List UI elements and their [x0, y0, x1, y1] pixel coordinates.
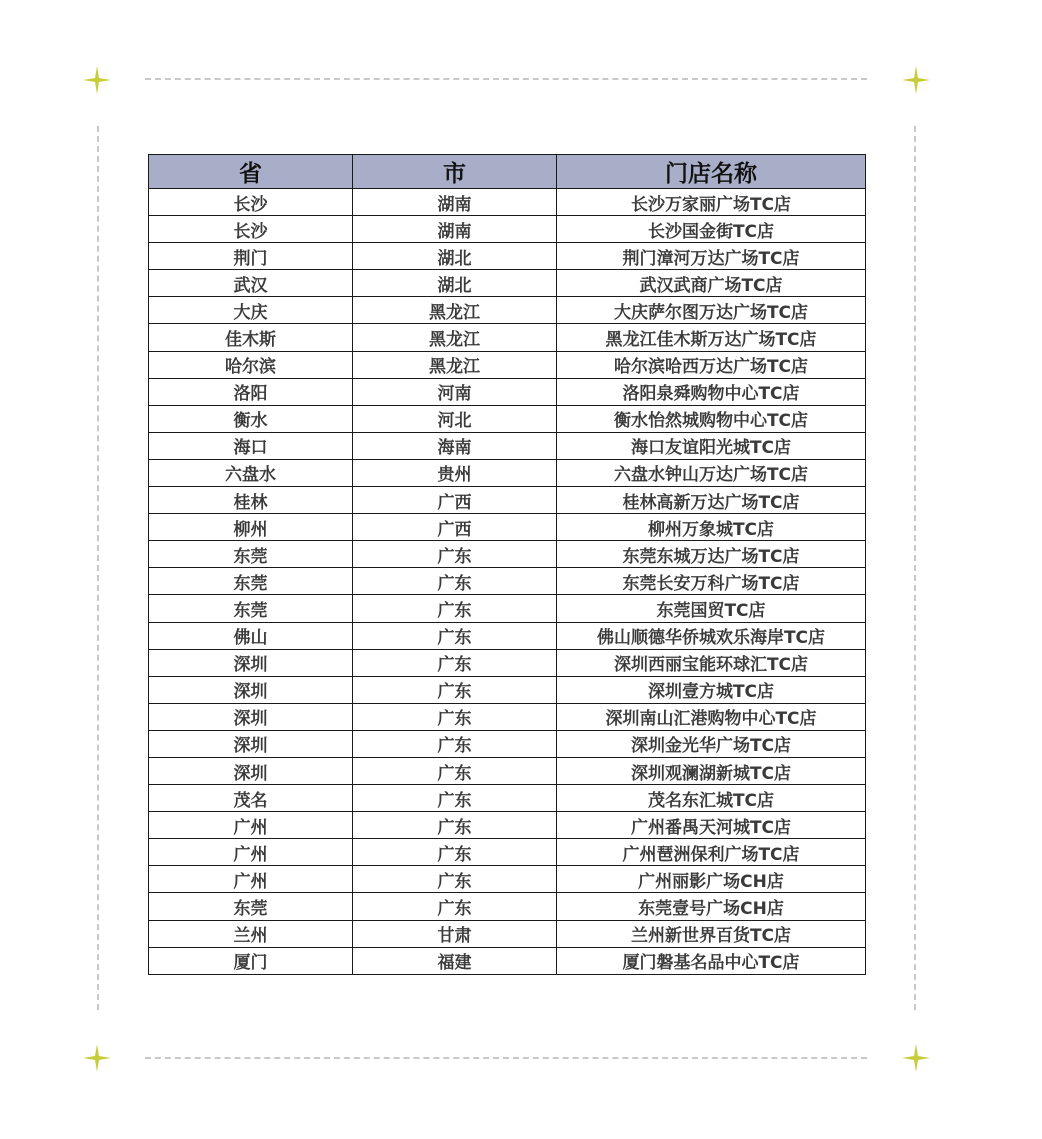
table-row — [149, 270, 866, 297]
table-row — [149, 866, 866, 893]
table-row — [149, 405, 866, 432]
cell-store-name: 深圳西丽宝能环球汇TC店 — [557, 649, 866, 676]
table-row — [149, 920, 866, 947]
store-table — [148, 154, 866, 975]
cell-province: 东莞 — [149, 541, 353, 568]
cell-store-name: 黑龙江佳木斯万达广场TC店 — [557, 324, 866, 351]
cell-province: 佛山 — [149, 622, 353, 649]
table-row — [149, 297, 866, 324]
corner-mark-bottom-right-icon — [901, 1043, 931, 1073]
cell-province: 东莞 — [149, 893, 353, 920]
table-row — [149, 243, 866, 270]
table-row — [149, 812, 866, 839]
cell-city: 湖北 — [353, 270, 557, 297]
table-row — [149, 351, 866, 378]
cell-city: 广西 — [353, 514, 557, 541]
cell-province: 长沙 — [149, 189, 353, 216]
table-row — [149, 568, 866, 595]
cell-city: 广东 — [353, 595, 557, 622]
cell-store-name: 茂名东汇城TC店 — [557, 785, 866, 812]
cell-province: 广州 — [149, 839, 353, 866]
column-header-store-name: 门店名称 — [557, 155, 866, 189]
table-row — [149, 432, 866, 459]
table-row — [149, 947, 866, 974]
cell-store-name: 深圳壹方城TC店 — [557, 676, 866, 703]
cell-province: 洛阳 — [149, 378, 353, 405]
table-row — [149, 730, 866, 757]
cell-city: 广东 — [353, 568, 557, 595]
cell-city: 广东 — [353, 893, 557, 920]
column-header-city: 市 — [353, 155, 557, 189]
cell-city: 黑龙江 — [353, 351, 557, 378]
cell-province: 东莞 — [149, 595, 353, 622]
cell-province: 武汉 — [149, 270, 353, 297]
cell-store-name: 海口友谊阳光城TC店 — [557, 432, 866, 459]
cell-store-name: 深圳南山汇港购物中心TC店 — [557, 703, 866, 730]
table-row — [149, 324, 866, 351]
column-header-province: 省 — [149, 155, 353, 189]
cell-city: 广东 — [353, 676, 557, 703]
table-row — [149, 189, 866, 216]
cell-province: 哈尔滨 — [149, 351, 353, 378]
cell-city: 甘肃 — [353, 920, 557, 947]
bottom-dashed-border — [145, 1057, 867, 1059]
cell-province: 长沙 — [149, 216, 353, 243]
cell-province: 深圳 — [149, 703, 353, 730]
table-row — [149, 757, 866, 784]
cell-province: 荆门 — [149, 243, 353, 270]
table-row — [149, 487, 866, 514]
cell-store-name: 广州番禺天河城TC店 — [557, 812, 866, 839]
cell-store-name: 衡水怡然城购物中心TC店 — [557, 405, 866, 432]
cell-city: 广东 — [353, 622, 557, 649]
cell-province: 深圳 — [149, 676, 353, 703]
cell-store-name: 大庆萨尔图万达广场TC店 — [557, 297, 866, 324]
cell-store-name: 东莞东城万达广场TC店 — [557, 541, 866, 568]
cell-store-name: 深圳金光华广场TC店 — [557, 730, 866, 757]
cell-store-name: 佛山顺德华侨城欢乐海岸TC店 — [557, 622, 866, 649]
cell-city: 广东 — [353, 649, 557, 676]
cell-city: 海南 — [353, 432, 557, 459]
cell-city: 河北 — [353, 405, 557, 432]
cell-store-name: 长沙万家丽广场TC店 — [557, 189, 866, 216]
cell-store-name: 六盘水钟山万达广场TC店 — [557, 459, 866, 486]
cell-city: 广东 — [353, 757, 557, 784]
cell-city: 黑龙江 — [353, 324, 557, 351]
cell-city: 贵州 — [353, 459, 557, 486]
cell-city: 广东 — [353, 703, 557, 730]
corner-mark-top-right-icon — [901, 65, 931, 95]
cell-city: 广东 — [353, 541, 557, 568]
cell-store-name: 桂林高新万达广场TC店 — [557, 487, 866, 514]
table-row — [149, 676, 866, 703]
cell-store-name: 广州丽影广场CH店 — [557, 866, 866, 893]
cell-store-name: 深圳观澜湖新城TC店 — [557, 757, 866, 784]
cell-store-name: 东莞壹号广场CH店 — [557, 893, 866, 920]
cell-store-name: 东莞长安万科广场TC店 — [557, 568, 866, 595]
cell-province: 桂林 — [149, 487, 353, 514]
cell-province: 茂名 — [149, 785, 353, 812]
table-row — [149, 216, 866, 243]
cell-city: 广东 — [353, 839, 557, 866]
table-row — [149, 622, 866, 649]
cell-province: 广州 — [149, 866, 353, 893]
table-row — [149, 541, 866, 568]
cell-store-name: 广州琶洲保利广场TC店 — [557, 839, 866, 866]
cell-province: 柳州 — [149, 514, 353, 541]
cell-store-name: 兰州新世界百货TC店 — [557, 920, 866, 947]
cell-store-name: 长沙国金街TC店 — [557, 216, 866, 243]
cell-store-name: 东莞国贸TC店 — [557, 595, 866, 622]
left-dashed-border — [97, 126, 99, 1010]
cell-city: 河南 — [353, 378, 557, 405]
cell-province: 海口 — [149, 432, 353, 459]
table-row — [149, 649, 866, 676]
cell-city: 福建 — [353, 947, 557, 974]
table-row — [149, 514, 866, 541]
cell-store-name: 哈尔滨哈西万达广场TC店 — [557, 351, 866, 378]
cell-province: 深圳 — [149, 757, 353, 784]
cell-city: 广东 — [353, 812, 557, 839]
table-row — [149, 703, 866, 730]
table-row — [149, 595, 866, 622]
table-body — [149, 189, 866, 975]
cell-city: 湖南 — [353, 216, 557, 243]
table-row — [149, 378, 866, 405]
right-dashed-border — [914, 126, 916, 1010]
cell-store-name: 荆门漳河万达广场TC店 — [557, 243, 866, 270]
table-header-row — [149, 155, 866, 189]
cell-city: 广西 — [353, 487, 557, 514]
cell-province: 兰州 — [149, 920, 353, 947]
table-row — [149, 785, 866, 812]
cell-province: 深圳 — [149, 730, 353, 757]
cell-province: 衡水 — [149, 405, 353, 432]
cell-store-name: 武汉武商广场TC店 — [557, 270, 866, 297]
cell-store-name: 厦门磐基名品中心TC店 — [557, 947, 866, 974]
cell-province: 广州 — [149, 812, 353, 839]
corner-mark-top-left-icon — [82, 65, 112, 95]
top-dashed-border — [145, 78, 867, 80]
cell-province: 东莞 — [149, 568, 353, 595]
cell-province: 大庆 — [149, 297, 353, 324]
cell-city: 广东 — [353, 730, 557, 757]
corner-mark-bottom-left-icon — [82, 1043, 112, 1073]
table-row — [149, 893, 866, 920]
cell-city: 湖北 — [353, 243, 557, 270]
table-row — [149, 839, 866, 866]
cell-city: 广东 — [353, 785, 557, 812]
cell-province: 厦门 — [149, 947, 353, 974]
cell-city: 湖南 — [353, 189, 557, 216]
cell-store-name: 柳州万象城TC店 — [557, 514, 866, 541]
cell-province: 佳木斯 — [149, 324, 353, 351]
cell-store-name: 洛阳泉舜购物中心TC店 — [557, 378, 866, 405]
cell-province: 深圳 — [149, 649, 353, 676]
cell-city: 广东 — [353, 866, 557, 893]
cell-city: 黑龙江 — [353, 297, 557, 324]
table-row — [149, 459, 866, 486]
cell-province: 六盘水 — [149, 459, 353, 486]
